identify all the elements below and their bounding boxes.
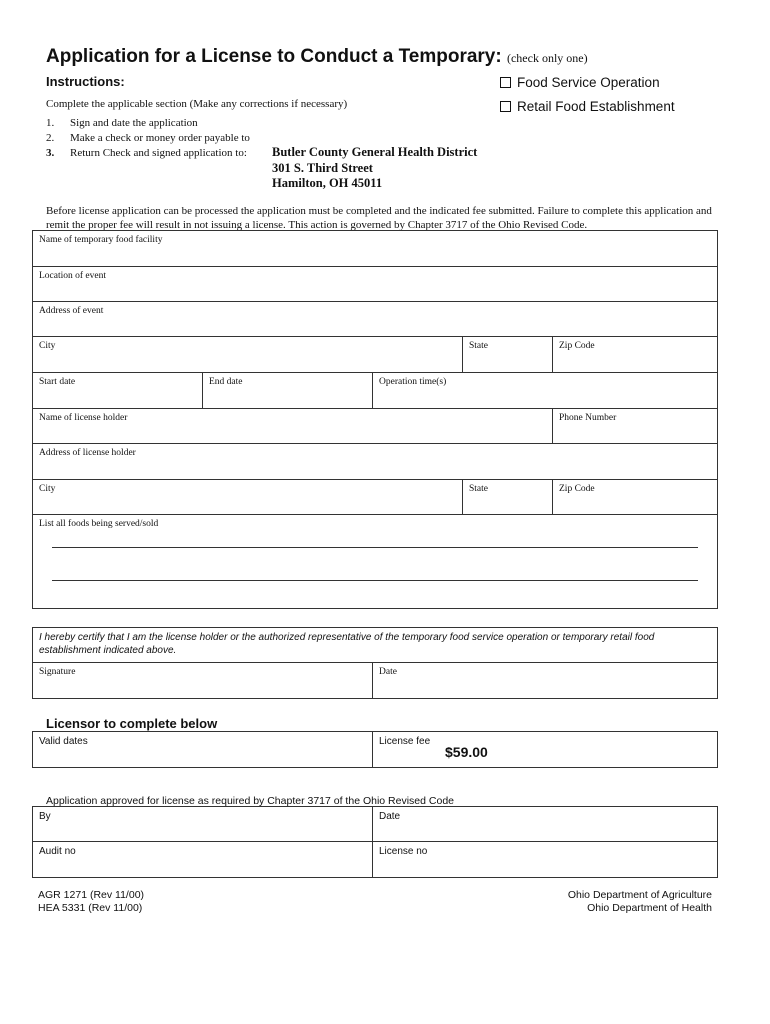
checkbox-retail-food[interactable] bbox=[500, 99, 675, 114]
license-no-field[interactable]: License no bbox=[372, 841, 718, 878]
instructions-heading: Instructions: bbox=[46, 74, 125, 89]
instruction-steps bbox=[46, 116, 276, 161]
title-text: Application for a License to Conduct a Temporary: bbox=[46, 46, 502, 67]
option-label: Food Service Operation bbox=[517, 75, 660, 90]
return-address: Butler County General Health District 301 S. Third Street Hamilton, OH 45011 bbox=[272, 145, 478, 190]
facility-name-field[interactable]: Name of temporary food facility bbox=[32, 230, 718, 267]
departments: Ohio Department of Agriculture Ohio Department of Health bbox=[567, 889, 712, 914]
instructions-intro: Complete the applicable section (Make any corrections if necessary) bbox=[46, 98, 348, 110]
state2-field[interactable]: State bbox=[462, 479, 553, 515]
end-date-field[interactable]: End date bbox=[202, 372, 373, 409]
phone-field[interactable]: Phone Number bbox=[552, 408, 718, 444]
licensor-heading: Licensor to complete below bbox=[46, 716, 218, 731]
checkbox-food-service[interactable] bbox=[500, 75, 660, 90]
holder-name-field[interactable]: Name of license holder bbox=[32, 408, 553, 444]
title-note: (check only one) bbox=[506, 51, 588, 65]
audit-no-field[interactable]: Audit no bbox=[32, 841, 373, 878]
event-address-field[interactable]: Address of event bbox=[32, 301, 718, 337]
signature-field[interactable]: Signature bbox=[32, 662, 373, 699]
state-field[interactable]: State bbox=[462, 336, 553, 373]
start-date-field[interactable]: Start date bbox=[32, 372, 203, 409]
approved-by-field[interactable]: By bbox=[32, 806, 373, 842]
step-1: 1. Sign and date the application bbox=[46, 117, 198, 129]
operation-times-field[interactable]: Operation time(s) bbox=[372, 372, 718, 409]
foods-field[interactable]: List all foods being served/sold bbox=[32, 514, 718, 609]
zip2-field[interactable]: Zip Code bbox=[552, 479, 718, 515]
location-field[interactable]: Location of event bbox=[32, 266, 718, 302]
approval-text: Application approved for license as required by Chapter 3717 of the Ohio Revised Code bbox=[46, 795, 454, 807]
step-3: 3. Return Check and signed application to: bbox=[46, 147, 247, 159]
fee-amount: $59.00 bbox=[445, 744, 488, 760]
foods-line-1[interactable] bbox=[52, 547, 698, 548]
notice-text: Before license application can be processed the application must be completed and the indicated fee submitted. Failure to complete this application and remit the proper fee will result in not issuing a license. This action is governed by Chapter 3717 of the Ohio Revised Code. bbox=[46, 205, 712, 231]
certify-date-field[interactable]: Date bbox=[372, 662, 718, 699]
form-numbers: AGR 1271 (Rev 11/00) HEA 5331 (Rev 11/00) bbox=[38, 889, 145, 914]
checkbox-icon[interactable] bbox=[500, 77, 511, 88]
valid-dates-field[interactable]: Valid dates bbox=[32, 731, 373, 768]
city-field[interactable]: City bbox=[32, 336, 463, 373]
checkbox-icon[interactable] bbox=[500, 101, 511, 112]
zip-field[interactable]: Zip Code bbox=[552, 336, 718, 373]
page-title bbox=[46, 46, 588, 68]
approval-date-field[interactable]: Date bbox=[372, 806, 718, 842]
certify-text: I hereby certify that I am the license holder or the authorized representative of the temporary food service operation or temporary retail food establishment indicated above. bbox=[32, 627, 718, 663]
license-fee-field[interactable]: License fee $59.00 bbox=[372, 731, 718, 768]
foods-line-2[interactable] bbox=[52, 580, 698, 581]
holder-address-field[interactable]: Address of license holder bbox=[32, 443, 718, 480]
city2-field[interactable]: City bbox=[32, 479, 463, 515]
step-2: 2. Make a check or money order payable to bbox=[46, 132, 250, 144]
option-label: Retail Food Establishment bbox=[517, 99, 675, 114]
